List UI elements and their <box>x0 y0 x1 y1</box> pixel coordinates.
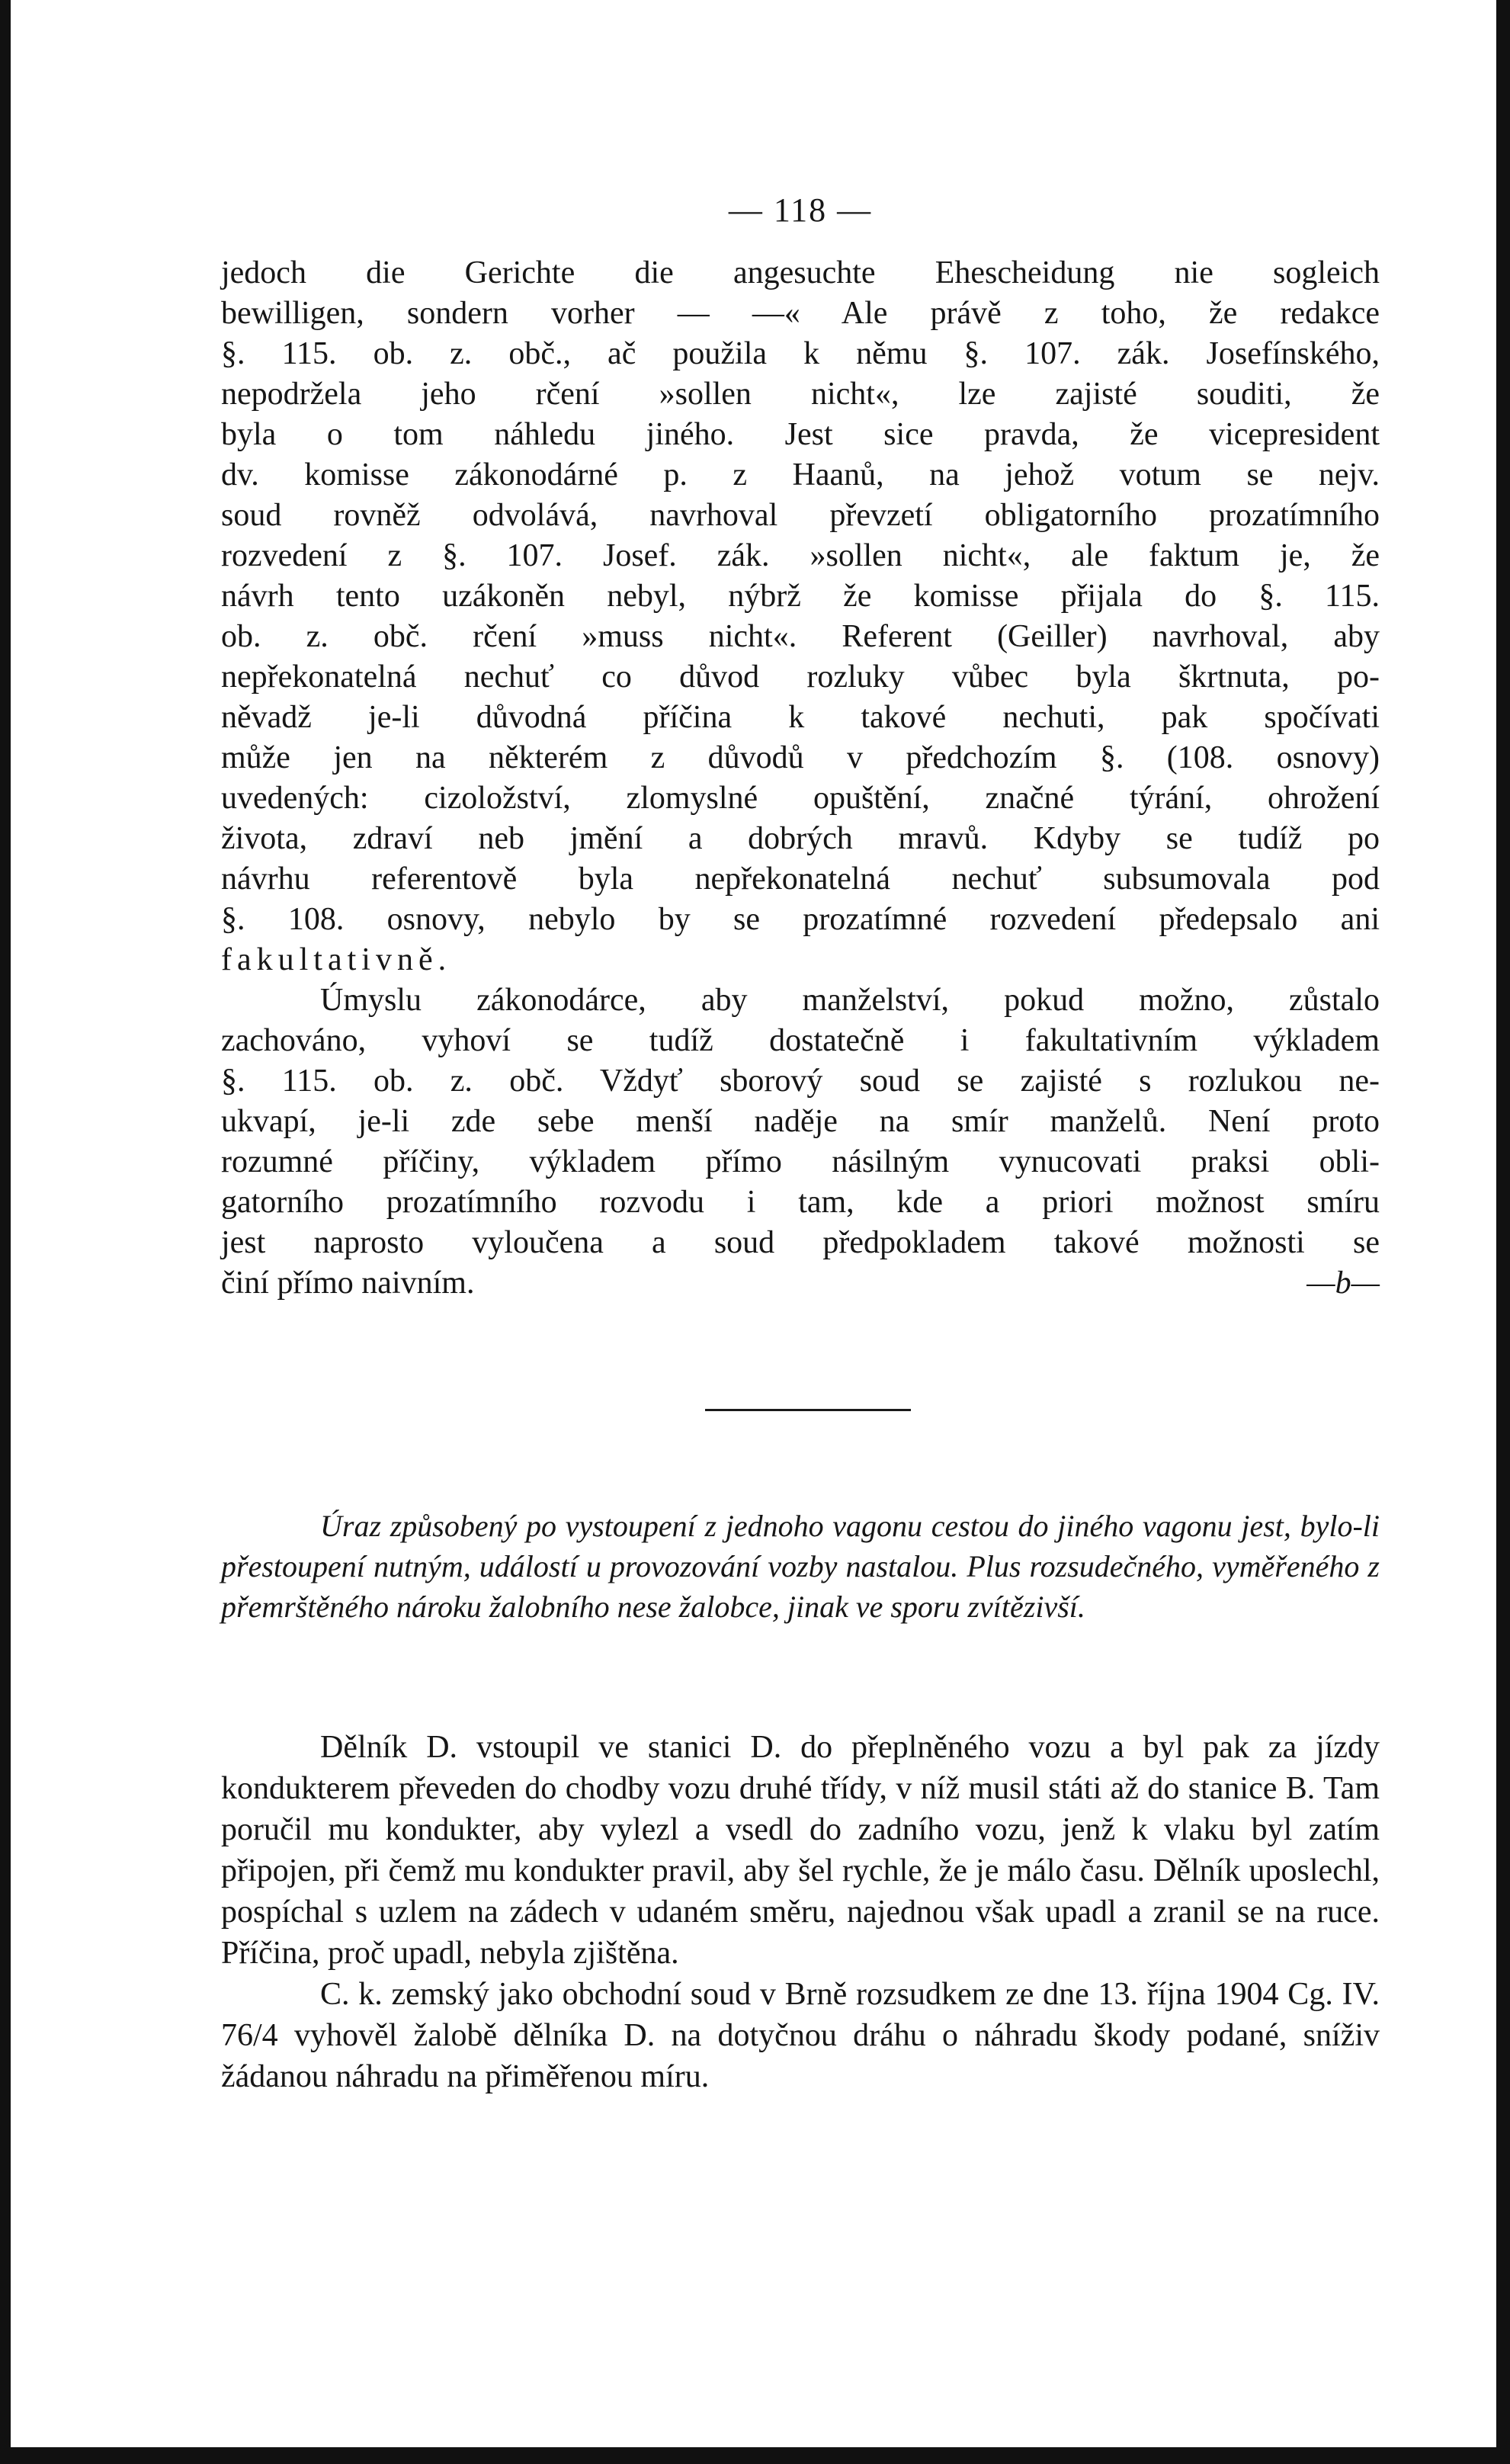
text-line: rozvedení z §. 107. Josef. zák. »sollen nicht«, ale faktum je, že <box>221 538 1380 573</box>
text-line: ob. z. obč. rčení »muss nicht«. Referent (Geiller) navrhoval, aby <box>221 619 1380 654</box>
case-text <box>221 1727 1380 2097</box>
text-line: jedoch die Gerichte die angesuchte Ehescheidung nie sogleich <box>221 255 1380 290</box>
text-line: návrhu referentově byla nepřekonatelná nechuť subsumovala pod <box>221 861 1380 897</box>
headnote-text: Úraz způsobený po vystoupení z jednoho vagonu cestou do jiného vagonu jest, bylo-li přestoupení nutným, událostí u provozování vozby nastalou. Plus rozsudečného, vyměřeného z přemrštěného nároku žalobního nese žalobce, jinak ve sporu zvítězivší. <box>221 1509 1380 1624</box>
text-line: dv. komisse zákonodárné p. z Haanů, na jehož votum se nejv. <box>221 457 1380 492</box>
text-line: nepodržela jeho rčení »sollen nicht«, lze zajisté souditi, že <box>221 377 1380 412</box>
text-line: bewilligen, sondern vorher — —« Ale právě z toho, že redakce <box>221 296 1380 331</box>
case-paragraph: Dělník D. vstoupil ve stanici D. do přeplněného vozu a byl pak za jízdy kondukterem převeden do chodby vozu druhé třídy, v níž musil státi až do stanice B. Tam poručil mu kondukter, aby vylezl a vsedl do zadního vozu, jenž k vlaku byl zatím připojen, při čemž mu kondukter pravil, aby šel rychle, že je málo času. Dělník uposlechl, pospíchal s uzlem na zádech v udaném směru, najednou však upadl a zranil se na ruce. Příčina, proč upadl, nebyla zjištěna. <box>221 1730 1380 1971</box>
text-line: gatorního prozatímního rozvodu i tam, kde a priori možnost smíru <box>221 1185 1380 1220</box>
scan-border-left <box>0 0 11 2464</box>
section-divider <box>705 1409 911 1411</box>
commentary-text <box>221 253 1380 1304</box>
author-signature: —b— <box>1306 1266 1380 1301</box>
text-line: činí přímo naivním. <box>221 1266 475 1301</box>
text-line: byla o tom náhledu jiného. Jest sice pravda, že vicepresident <box>221 417 1380 452</box>
text-line: uvedených: cizoložství, zlomyslné opuštění, značné týrání, ohrožení <box>221 781 1380 816</box>
text-line: fakultativně. <box>221 942 452 977</box>
text-line: návrh tento uzákoněn nebyl, nýbrž že komisse přijala do §. 115. <box>221 579 1380 614</box>
text-line: může jen na některém z důvodů v předchozím §. (108. osnovy) <box>221 740 1380 775</box>
text-line: zachováno, vyhoví se tudíž dostatečně i fakultativním výkladem <box>221 1023 1380 1058</box>
page-number: — 118 — <box>728 191 873 229</box>
text-line: nepřekonatelná nechuť co důvod rozluky vůbec byla škrtnuta, po- <box>221 659 1380 695</box>
scan-border-bottom <box>0 2447 1510 2464</box>
scan-border-right <box>1496 0 1510 2464</box>
case-headnote <box>221 1506 1380 1627</box>
text-line: soud rovněž odvolává, navrhoval převzetí obligatorního prozatímního <box>221 498 1380 533</box>
text-line: §. 115. ob. z. obč., ač použila k němu §. 107. zák. Josefínského, <box>221 336 1380 371</box>
text-line: rozumné příčiny, výkladem přímo násilným vynucovati praksi obli- <box>221 1144 1380 1179</box>
text-line: Úmyslu zákonodárce, aby manželství, pokud možno, zůstalo <box>320 983 1380 1018</box>
text-line: něvadž je-li důvodná příčina k takové nechuti, pak spočívati <box>221 700 1380 735</box>
text-line: jest naprosto vyloučena a soud předpokladem takové možnosti se <box>221 1225 1380 1260</box>
text-line: §. 115. ob. z. obč. Vždyť sborový soud se zajisté s rozlukou ne- <box>221 1064 1380 1099</box>
final-line <box>221 1263 1380 1304</box>
case-paragraph: C. k. zemský jako obchodní soud v Brně rozsudkem ze dne 13. října 1904 Cg. IV. 76/4 vyhověl žalobě dělníka D. na dotyčnou dráhu o náhradu škody podané, sníživ žádanou náhradu na přiměřenou míru. <box>221 1977 1380 2094</box>
text-line: §. 108. osnovy, nebylo by se prozatímné rozvedení předepsalo ani <box>221 902 1380 937</box>
text-line: života, zdraví neb jmění a dobrých mravů. Kdyby se tudíž po <box>221 821 1380 856</box>
text-line: ukvapí, je-li zde sebe menší naděje na smír manželů. Není proto <box>221 1104 1380 1139</box>
